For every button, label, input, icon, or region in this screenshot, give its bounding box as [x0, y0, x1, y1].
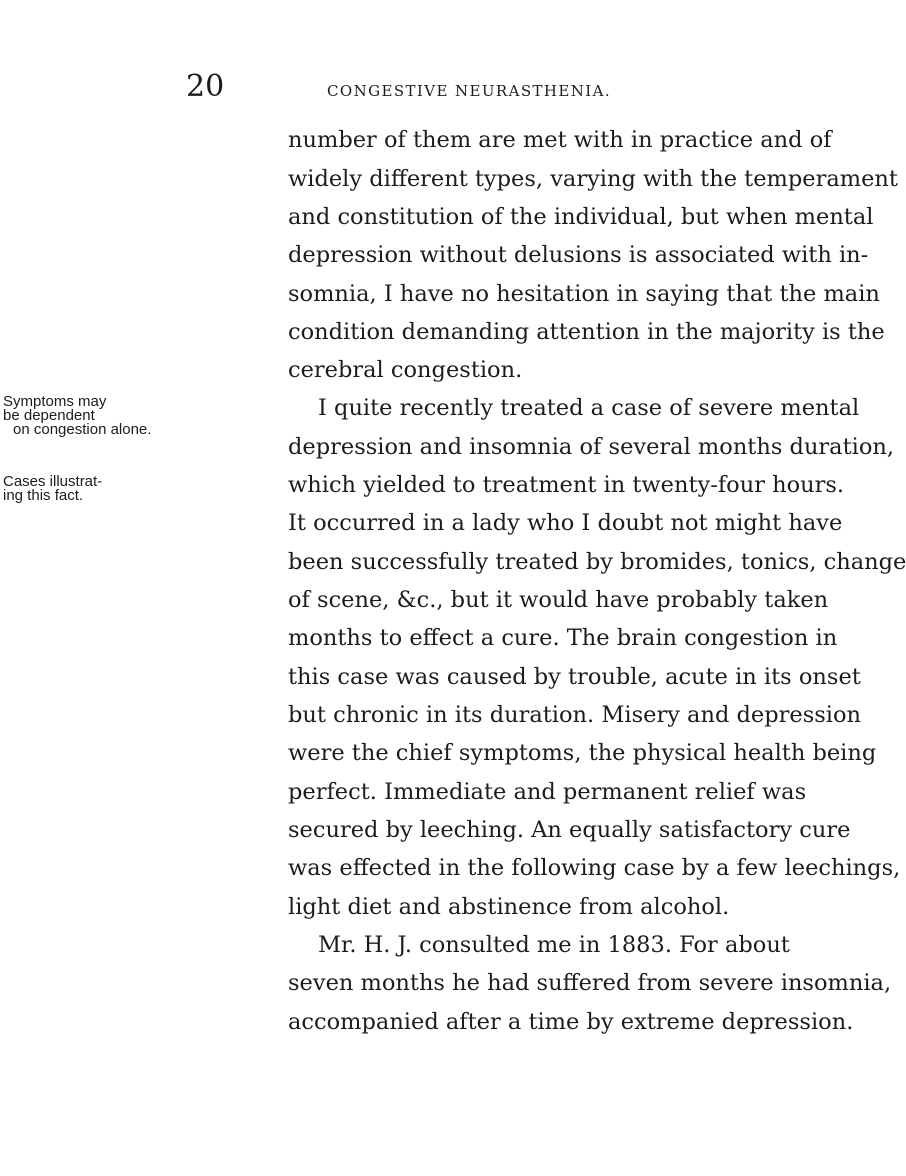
body-line: light diet and abstinence from alcohol.	[288, 894, 730, 920]
body-line: cerebral congestion.	[288, 357, 523, 383]
sidenote-symptoms	[3, 395, 203, 437]
body-line: Mr. H. J. consulted me in 1883. For about	[318, 932, 790, 958]
body-line: depression and insomnia of several months duration,	[288, 434, 895, 460]
body-line: of scene, &c., but it would have probably taken	[288, 587, 829, 613]
page-number: 20	[186, 69, 225, 104]
body-line: been successfully treated by bromides, tonics, change	[288, 549, 906, 575]
body-line: seven months he had suffered from severe insomnia,	[288, 970, 892, 996]
body-line: this case was caused by trouble, acute in its onset	[288, 664, 861, 690]
running-title: CONGESTIVE NEURASTHENIA.	[327, 82, 611, 100]
body-line: secured by leeching. An equally satisfactory cure	[288, 817, 851, 843]
body-line: depression without delusions is associated with in-	[288, 242, 869, 268]
body-line: widely different types, varying with the temperament	[288, 166, 898, 192]
sidenote-line: be dependent	[3, 407, 95, 424]
sidenote-line: ing this fact.	[3, 487, 84, 504]
body-line: number of them are met with in practice and of	[288, 127, 832, 153]
body-line: was effected in the following case by a few leechings,	[288, 855, 901, 881]
sidenote-line: on congestion alone.	[13, 421, 152, 438]
sidenote-line: Symptoms may	[3, 393, 107, 410]
body-line: accompanied after a time by extreme depression.	[288, 1009, 854, 1035]
body-line: I quite recently treated a case of severe mental	[318, 395, 860, 421]
body-line: but chronic in its duration. Misery and depression	[288, 702, 862, 728]
body-line: It occurred in a lady who I doubt not might have	[288, 510, 843, 536]
body-line: were the chief symptoms, the physical health being	[288, 740, 877, 766]
body-line: which yielded to treatment in twenty-four hours.	[288, 472, 845, 498]
sidenote-cases	[3, 475, 203, 503]
sidenote-line: Cases illustrat-	[3, 473, 103, 490]
body-line: somnia, I have no hesitation in saying that the main	[288, 281, 880, 307]
body-line: and constitution of the individual, but when mental	[288, 204, 874, 230]
body-line: months to effect a cure. The brain congestion in	[288, 625, 838, 651]
body-line: condition demanding attention in the majority is the	[288, 319, 885, 345]
body-line: perfect. Immediate and permanent relief was	[288, 779, 807, 805]
